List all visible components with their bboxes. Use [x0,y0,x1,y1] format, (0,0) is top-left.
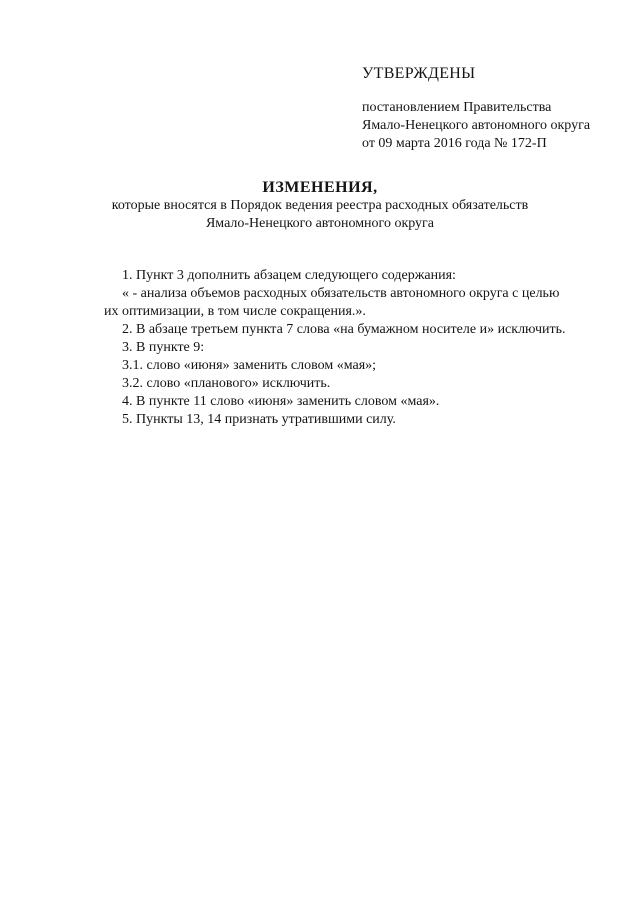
paragraph-quote-start: « - анализа объемов расходных обязательств автономного округа с целью [122,286,560,301]
approval-line-1: постановлением Правительства [362,100,552,115]
paragraph-item-1: 1. Пункт 3 дополнить абзацем следующего содержания: [122,268,456,283]
document-body [104,267,607,429]
approval-block [362,64,632,153]
paragraph-item-3-2: 3.2. слово «планового» исключить. [122,376,331,391]
paragraph-quote-end: их оптимизации, в том числе сокращения.». [104,304,366,319]
approval-line-2: Ямало-Ненецкого автономного округа [362,118,591,133]
document-header [110,178,530,233]
paragraph-item-2: 2. В абзаце третьем пункта 7 слова «на бумажном носителе и» исключить. [122,322,566,337]
document-subtitle-line-2: Ямало-Ненецкого автономного округа [205,216,435,231]
approval-details [362,99,632,153]
document-subtitle-line-1: которые вносятся в Порядок ведения реестра расходных обязательств [111,198,529,213]
document-title: ИЗМЕНЕНИЯ, [262,179,378,196]
paragraph-item-3: 3. В пункте 9: [122,340,205,355]
approval-title: УТВЕРЖДЕНЫ [362,65,476,82]
paragraph-item-5: 5. Пункты 13, 14 признать утратившими силу. [122,412,396,427]
paragraph-item-4: 4. В пункте 11 слово «июня» заменить словом «мая». [122,394,440,409]
paragraph-item-3-1: 3.1. слово «июня» заменить словом «мая»; [122,358,377,373]
approval-line-3: от 09 марта 2016 года № 172-П [362,136,547,151]
